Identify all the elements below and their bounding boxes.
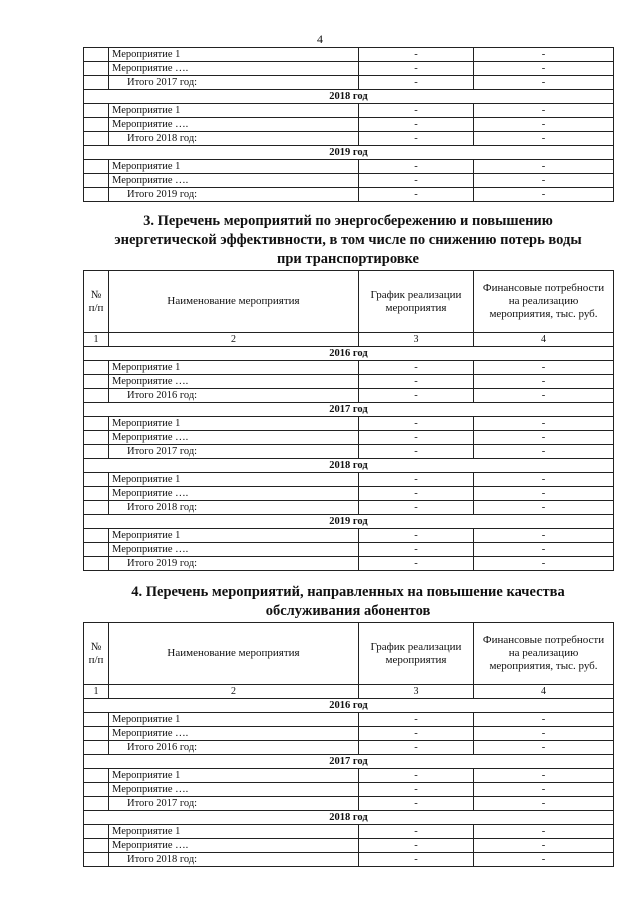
schedule-value: - (359, 853, 474, 867)
column-number: 4 (474, 333, 614, 347)
finance-value: - (474, 48, 614, 62)
finance-value: - (474, 118, 614, 132)
header-name: Наименование мероприятия (109, 623, 359, 685)
schedule-value: - (359, 839, 474, 853)
table-row (84, 839, 614, 853)
schedule-value: - (359, 529, 474, 543)
finance-value: - (474, 529, 614, 543)
row-number (84, 76, 109, 90)
finance-value: - (474, 431, 614, 445)
year-row (84, 90, 614, 104)
finance-value: - (474, 445, 614, 459)
schedule-value: - (359, 557, 474, 571)
schedule-value: - (359, 132, 474, 146)
measure-name: Мероприятие 1 (109, 825, 359, 839)
schedule-value: - (359, 118, 474, 132)
row-number (84, 174, 109, 188)
year-row (84, 811, 614, 825)
row-number (84, 797, 109, 811)
row-number (84, 473, 109, 487)
schedule-value: - (359, 797, 474, 811)
finance-value: - (474, 713, 614, 727)
year-row (84, 699, 614, 713)
measure-name: Мероприятие 1 (109, 361, 359, 375)
schedule-value: - (359, 445, 474, 459)
row-number (84, 487, 109, 501)
row-number (84, 839, 109, 853)
measure-name: Мероприятие …. (109, 174, 359, 188)
year-label: 2019 год (84, 146, 614, 160)
finance-value: - (474, 473, 614, 487)
schedule-value: - (359, 160, 474, 174)
header-finance: Финансовые потребности на реализацию мероприятия, тыс. руб. (474, 623, 614, 685)
total-row (84, 557, 614, 571)
schedule-value: - (359, 727, 474, 741)
schedule-value: - (359, 62, 474, 76)
year-row (84, 459, 614, 473)
finance-value: - (474, 557, 614, 571)
row-number (84, 104, 109, 118)
year-label: 2016 год (84, 699, 614, 713)
total-label: Итого 2019 год: (109, 557, 359, 571)
schedule-value: - (359, 501, 474, 515)
section-3-table (83, 270, 614, 571)
total-row (84, 501, 614, 515)
finance-value: - (474, 62, 614, 76)
table-row (84, 118, 614, 132)
header-name: Наименование мероприятия (109, 271, 359, 333)
header-finance: Финансовые потребности на реализацию мероприятия, тыс. руб. (474, 271, 614, 333)
schedule-value: - (359, 174, 474, 188)
total-row (84, 445, 614, 459)
column-number: 1 (84, 685, 109, 699)
section-4-title-line-1: 4. Перечень мероприятий, направленных на повышение качества (131, 584, 565, 600)
section-3-title (83, 212, 613, 269)
measure-name: Мероприятие 1 (109, 713, 359, 727)
year-label: 2019 год (84, 515, 614, 529)
measure-name: Мероприятие 1 (109, 104, 359, 118)
total-label: Итого 2017 год: (109, 76, 359, 90)
header-number: № п/п (84, 271, 109, 333)
schedule-value: - (359, 375, 474, 389)
section-3-table-body (84, 347, 614, 571)
schedule-value: - (359, 76, 474, 90)
table-row (84, 727, 614, 741)
year-label: 2017 год (84, 755, 614, 769)
total-row (84, 188, 614, 202)
table-row (84, 769, 614, 783)
row-number (84, 445, 109, 459)
table-row (84, 361, 614, 375)
section-4-title-line-2: обслуживания абонентов (265, 603, 431, 619)
finance-value: - (474, 727, 614, 741)
table-row (84, 473, 614, 487)
finance-value: - (474, 174, 614, 188)
total-label: Итого 2016 год: (109, 389, 359, 403)
year-label: 2016 год (84, 347, 614, 361)
table-header-row (84, 623, 614, 685)
section-3-title-line-2: энергетической эффективности, в том числе по снижению потерь воды (114, 232, 582, 248)
column-number-row (84, 685, 614, 699)
row-number (84, 417, 109, 431)
section-4-title (83, 583, 613, 621)
finance-value: - (474, 104, 614, 118)
row-number (84, 769, 109, 783)
row-number (84, 160, 109, 174)
measure-name: Мероприятие …. (109, 543, 359, 557)
section-4-table (83, 622, 614, 867)
finance-value: - (474, 389, 614, 403)
total-label: Итого 2018 год: (109, 853, 359, 867)
measure-name: Мероприятие 1 (109, 48, 359, 62)
row-number (84, 783, 109, 797)
measure-name: Мероприятие 1 (109, 769, 359, 783)
measure-name: Мероприятие …. (109, 839, 359, 853)
finance-value: - (474, 132, 614, 146)
total-row (84, 741, 614, 755)
row-number (84, 118, 109, 132)
section-3-title-line-3: при транспортировке (277, 251, 419, 267)
schedule-value: - (359, 473, 474, 487)
total-label: Итого 2018 год: (109, 132, 359, 146)
finance-value: - (474, 839, 614, 853)
table-row (84, 48, 614, 62)
row-number (84, 741, 109, 755)
measure-name: Мероприятие …. (109, 62, 359, 76)
total-label: Итого 2017 год: (109, 797, 359, 811)
finance-value: - (474, 188, 614, 202)
schedule-value: - (359, 431, 474, 445)
measure-name: Мероприятие 1 (109, 529, 359, 543)
measure-name: Мероприятие …. (109, 727, 359, 741)
table-row (84, 487, 614, 501)
row-number (84, 557, 109, 571)
measure-name: Мероприятие 1 (109, 473, 359, 487)
schedule-value: - (359, 769, 474, 783)
row-number (84, 188, 109, 202)
finance-value: - (474, 361, 614, 375)
row-number (84, 431, 109, 445)
total-label: Итого 2018 год: (109, 501, 359, 515)
table-row (84, 543, 614, 557)
top-table-body (84, 48, 614, 202)
header-schedule: График реализации мероприятия (359, 271, 474, 333)
top-table (83, 47, 614, 202)
row-number (84, 501, 109, 515)
schedule-value: - (359, 389, 474, 403)
measure-name: Мероприятие …. (109, 783, 359, 797)
measure-name: Мероприятие …. (109, 375, 359, 389)
table-row (84, 375, 614, 389)
finance-value: - (474, 76, 614, 90)
schedule-value: - (359, 48, 474, 62)
finance-value: - (474, 797, 614, 811)
year-row (84, 515, 614, 529)
table-row (84, 825, 614, 839)
table-row (84, 713, 614, 727)
year-label: 2017 год (84, 403, 614, 417)
row-number (84, 389, 109, 403)
table-row (84, 174, 614, 188)
table-row (84, 431, 614, 445)
row-number (84, 529, 109, 543)
table-row (84, 160, 614, 174)
finance-value: - (474, 825, 614, 839)
finance-value: - (474, 769, 614, 783)
schedule-value: - (359, 487, 474, 501)
measure-name: Мероприятие 1 (109, 417, 359, 431)
table-row (84, 62, 614, 76)
section-3-title-line-1: 3. Перечень мероприятий по энергосбережению и повышению (143, 213, 553, 229)
total-row (84, 132, 614, 146)
finance-value: - (474, 375, 614, 389)
finance-value: - (474, 853, 614, 867)
total-label: Итого 2016 год: (109, 741, 359, 755)
year-label: 2018 год (84, 811, 614, 825)
row-number (84, 713, 109, 727)
schedule-value: - (359, 417, 474, 431)
row-number (84, 727, 109, 741)
schedule-value: - (359, 741, 474, 755)
header-number: № п/п (84, 623, 109, 685)
year-row (84, 146, 614, 160)
section-4-table-body (84, 699, 614, 867)
table-row (84, 417, 614, 431)
finance-value: - (474, 783, 614, 797)
schedule-value: - (359, 783, 474, 797)
column-number-row (84, 333, 614, 347)
row-number (84, 543, 109, 557)
column-number: 3 (359, 333, 474, 347)
schedule-value: - (359, 188, 474, 202)
row-number (84, 132, 109, 146)
finance-value: - (474, 501, 614, 515)
year-label: 2018 год (84, 90, 614, 104)
finance-value: - (474, 543, 614, 557)
schedule-value: - (359, 713, 474, 727)
measure-name: Мероприятие …. (109, 431, 359, 445)
row-number (84, 361, 109, 375)
finance-value: - (474, 487, 614, 501)
year-row (84, 347, 614, 361)
header-schedule: График реализации мероприятия (359, 623, 474, 685)
schedule-value: - (359, 104, 474, 118)
table-row (84, 104, 614, 118)
row-number (84, 62, 109, 76)
total-label: Итого 2019 год: (109, 188, 359, 202)
finance-value: - (474, 417, 614, 431)
table-header-row (84, 271, 614, 333)
schedule-value: - (359, 543, 474, 557)
column-number: 2 (109, 685, 359, 699)
finance-value: - (474, 741, 614, 755)
page-number: 4 (317, 32, 323, 46)
finance-value: - (474, 160, 614, 174)
schedule-value: - (359, 361, 474, 375)
year-row (84, 755, 614, 769)
measure-name: Мероприятие 1 (109, 160, 359, 174)
row-number (84, 825, 109, 839)
measure-name: Мероприятие …. (109, 118, 359, 132)
total-row (84, 389, 614, 403)
table-row (84, 529, 614, 543)
column-number: 2 (109, 333, 359, 347)
total-row (84, 797, 614, 811)
column-number: 3 (359, 685, 474, 699)
row-number (84, 853, 109, 867)
total-row (84, 853, 614, 867)
row-number (84, 48, 109, 62)
measure-name: Мероприятие …. (109, 487, 359, 501)
row-number (84, 375, 109, 389)
year-label: 2018 год (84, 459, 614, 473)
year-row (84, 403, 614, 417)
schedule-value: - (359, 825, 474, 839)
table-row (84, 783, 614, 797)
column-number: 4 (474, 685, 614, 699)
total-row (84, 76, 614, 90)
column-number: 1 (84, 333, 109, 347)
total-label: Итого 2017 год: (109, 445, 359, 459)
